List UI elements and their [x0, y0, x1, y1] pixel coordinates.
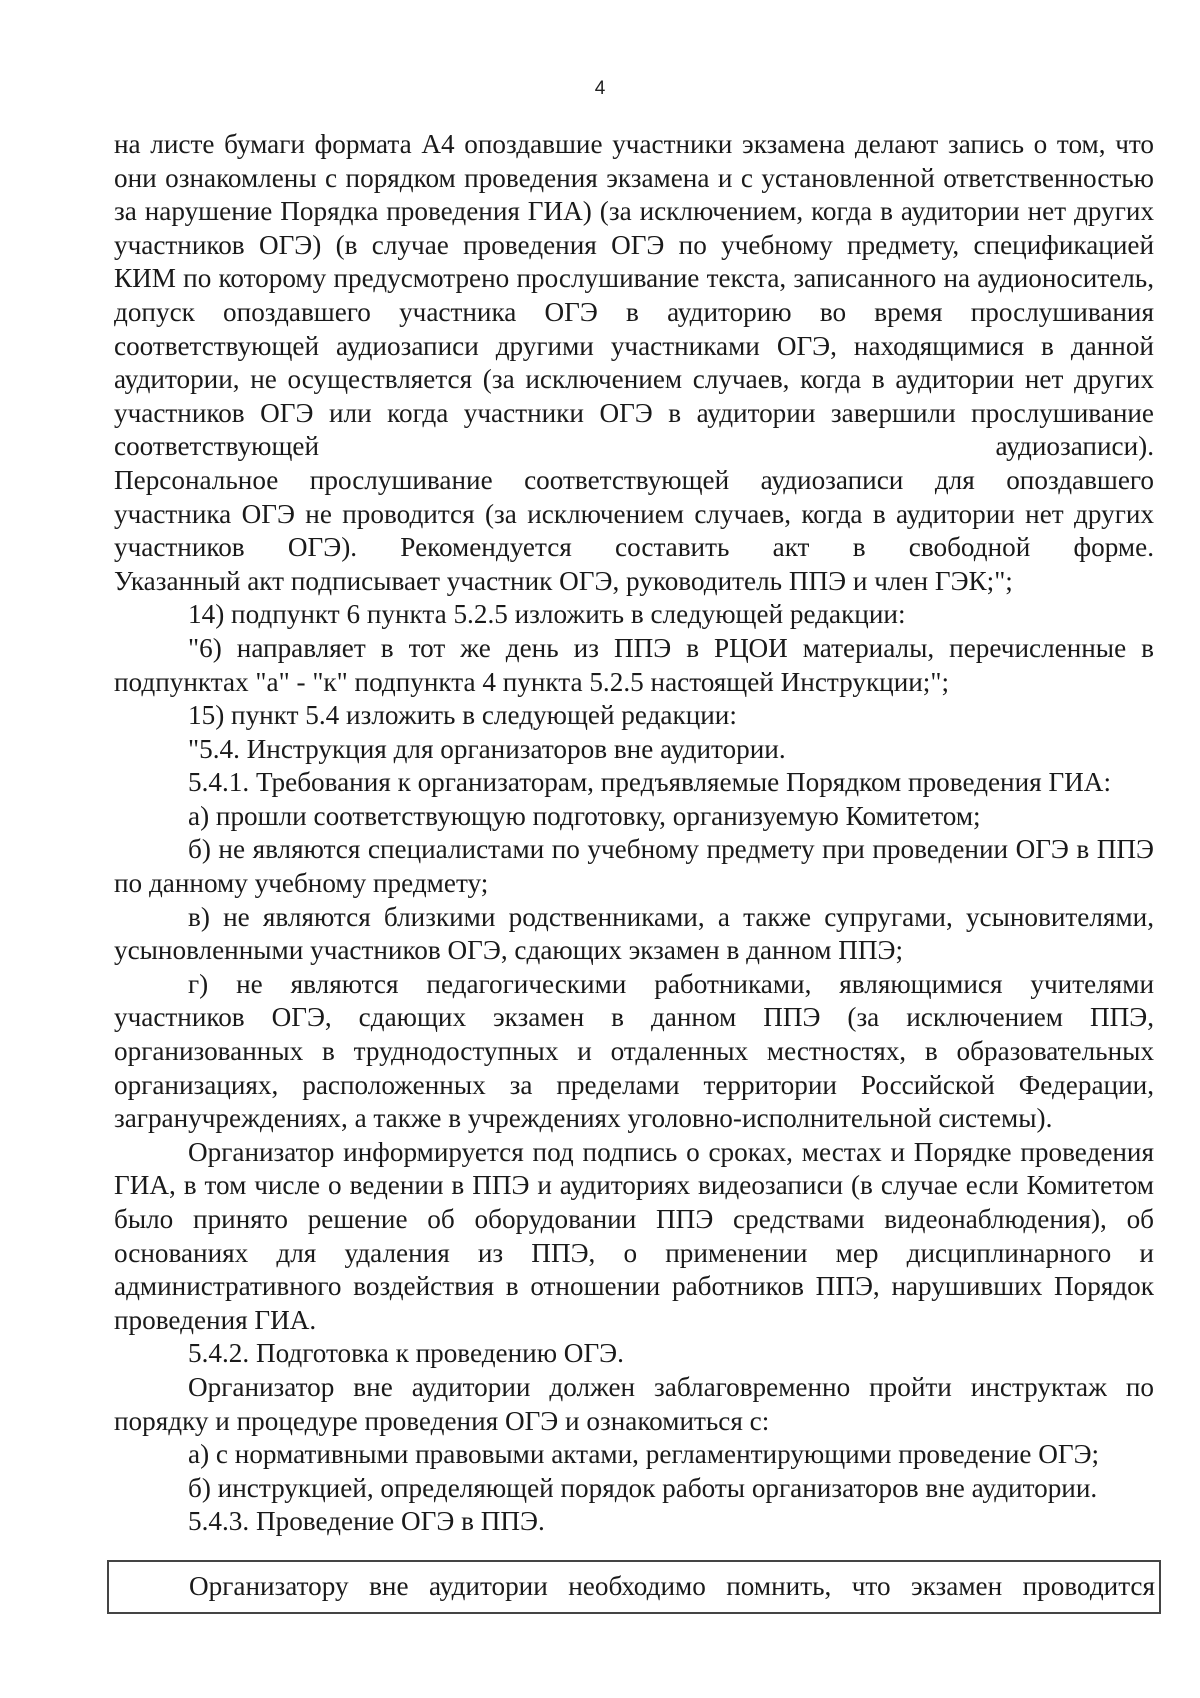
paragraph-item-6-text: "6) направляет в тот же день из ППЭ в РЦОИ материалы, перечисленные в подпунктах "а" - "к" подпункта 4 пункта 5.2.5 настоящей Инструкции;"; [114, 632, 1154, 697]
paragraph-item-15: 15) пункт 5.4 изложить в следующей редакции: [188, 700, 737, 731]
section-heading-5-4: "5.4. Инструкция для организаторов вне аудитории. [188, 733, 786, 764]
paragraph-late-participants: на листе бумаги формата А4 опоздавшие участники экзамена делают запись о том, что они ознакомлены с порядком проведения экзамена и с установленной ответственностью за нарушение Порядка проведения ГИА) (за исключением, когда в аудитории нет других участников ОГЭ) (в случае проведения ОГЭ по учебному предмету, спецификацией КИМ по которому предусмотрено прослушивание текста, записанного на аудионоситель, допуск опоздавшего участника ОГЭ в аудиторию во время прослушивания соответствующей аудиозаписи другими участниками ОГЭ, находящимися в данной аудитории, не осуществляется (за исключением случаев, когда в аудитории нет других участников ОГЭ или когда участники ОГЭ в аудитории завершили прослушивание соответствующей аудиозаписи). [114, 129, 1154, 462]
paragraph-personal-listening: Персональное прослушивание соответствующей аудиозаписи для опоздавшего участника ОГЭ не проводится (за исключением случаев, когда в аудитории нет других участников ОГЭ). Рекомендуется составить акт в свободной форме. [114, 464, 1154, 563]
boxed-paragraph-frame [107, 1560, 1161, 1614]
boxed-paragraph: Организатору вне аудитории необходимо помнить, что экзамен проводится [189, 1571, 1155, 1601]
paragraph-act-signature: Указанный акт подписывает участник ОГЭ, руководитель ППЭ и член ГЭК;"; [114, 565, 1013, 596]
paragraph-item-14: 14) подпункт 6 пункта 5.2.5 изложить в следующей редакции: [188, 599, 906, 630]
document-body [114, 128, 1154, 1539]
section-heading-5-4-3: 5.4.3. Проведение ОГЭ в ППЭ. [188, 1506, 545, 1537]
page-number: 4 [594, 78, 606, 99]
requirement-b: б) не являются специалистами по учебному предмету при проведении ОГЭ в ППЭ по данному учебному предмету; [114, 834, 1154, 899]
section-heading-5-4-2: 5.4.2. Подготовка к проведению ОГЭ. [188, 1338, 624, 1369]
requirement-g: г) не являются педагогическими работниками, являющимися учителями участников ОГЭ, сдающих экзамен в данном ППЭ (за исключением ППЭ, организованных в труднодоступных и отдаленных местностях, в образовательных организациях, расположенных за пределами территории Российской Федерации, загранучреждениях, а также в учреждениях уголовно-исполнительной системы). [114, 968, 1154, 1134]
paragraph-briefing: Организатор вне аудитории должен заблаговременно пройти инструктаж по порядку и процедуре проведения ОГЭ и ознакомиться с: [114, 1371, 1154, 1436]
familiarize-item-a: а) с нормативными правовыми актами, регламентирующими проведение ОГЭ; [188, 1439, 1100, 1470]
requirement-v: в) не являются близкими родственниками, а также супругами, усыновителями, усыновленными участников ОГЭ, сдающих экзамен в данном ППЭ; [114, 901, 1154, 966]
requirement-a: а) прошли соответствующую подготовку, организуемую Комитетом; [188, 800, 981, 831]
familiarize-item-b: б) инструкцией, определяющей порядок работы организаторов вне аудитории. [188, 1472, 1098, 1503]
section-heading-5-4-1: 5.4.1. Требования к организаторам, предъявляемые Порядком проведения ГИА: [188, 767, 1111, 798]
paragraph-organizer-informed: Организатор информируется под подпись о сроках, местах и Порядке проведения ГИА, в том числе о ведении в ППЭ и аудиториях видеозаписи (в случае если Комитетом было принято решение об оборудовании ППЭ средствами видеонаблюдения), об основаниях для удаления из ППЭ, о применении мер дисциплинарного и административного воздействия в отношении работников ППЭ, нарушивших Порядок проведения ГИА. [114, 1136, 1154, 1335]
